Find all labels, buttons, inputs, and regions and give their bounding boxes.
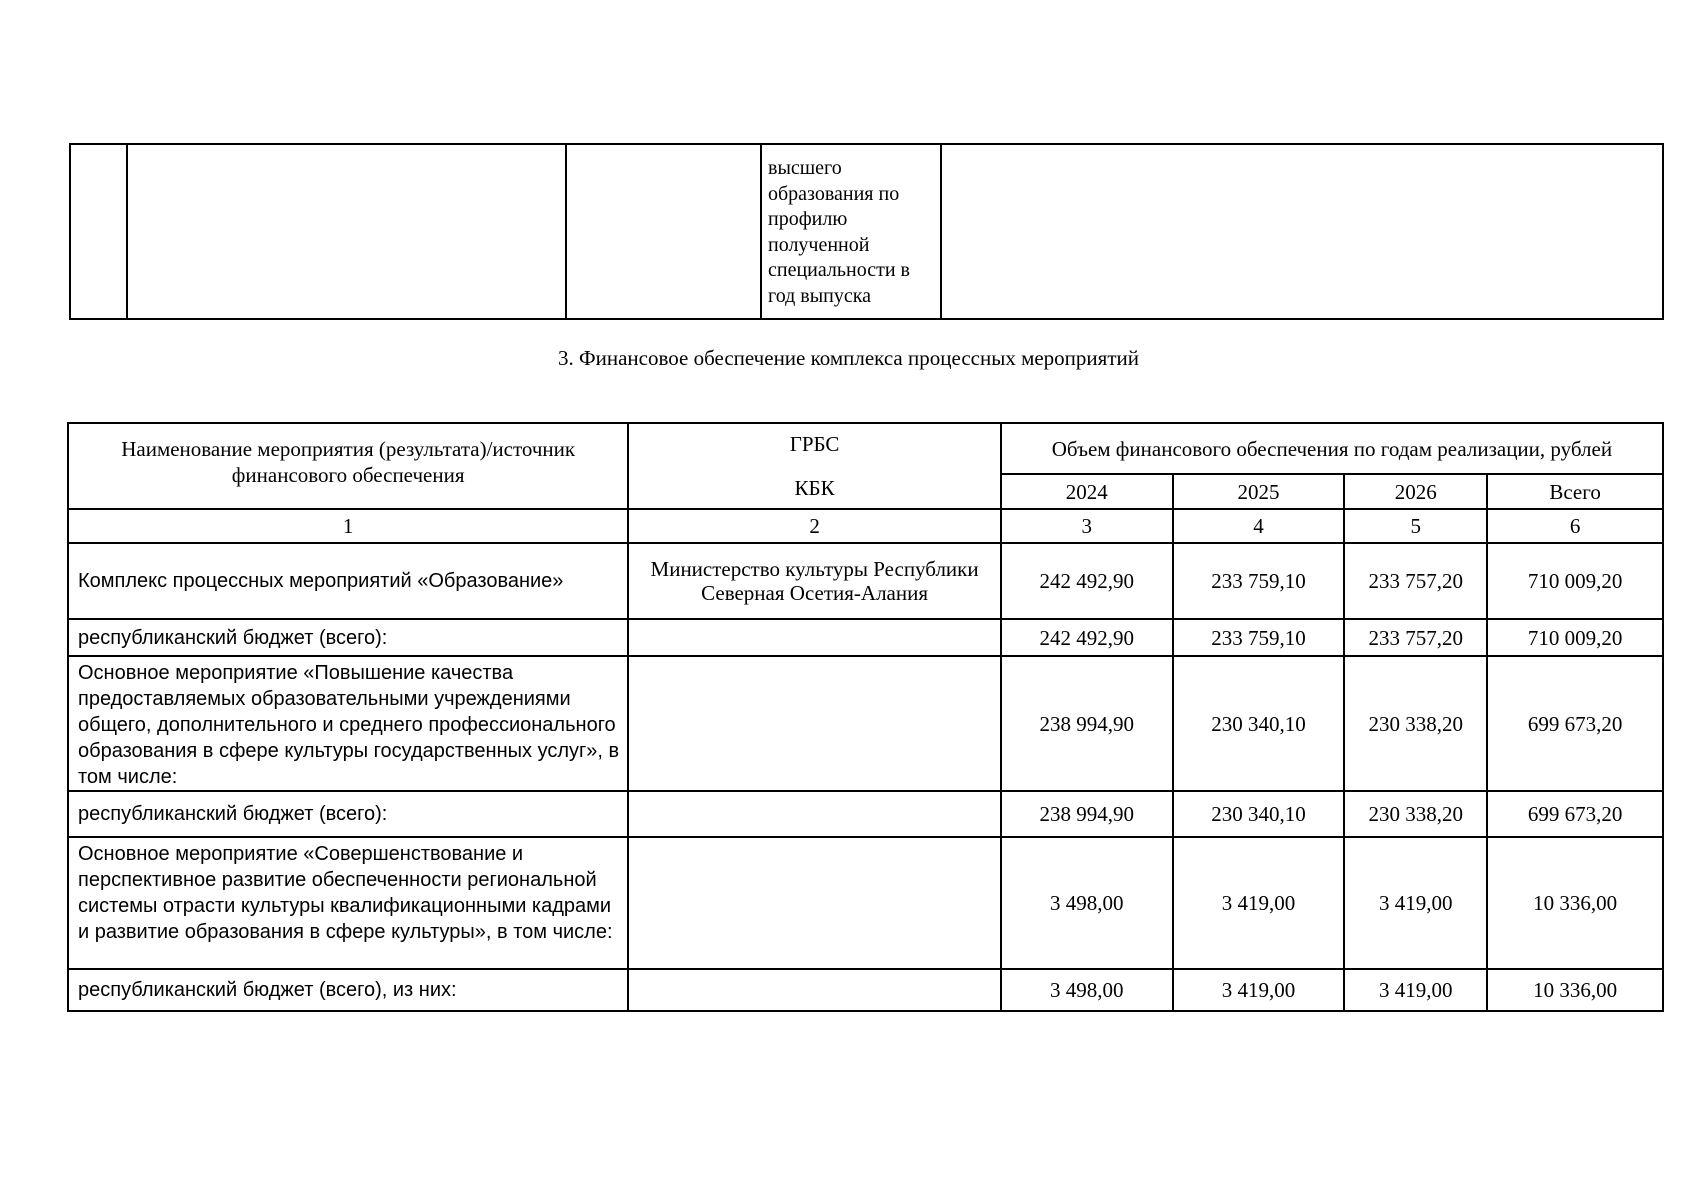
value-total: 10 336,00 [1487, 837, 1663, 969]
financial-table [67, 422, 1664, 1012]
value-2025: 3 419,00 [1173, 969, 1345, 1011]
grbs-cell [628, 969, 1001, 1011]
header-year-total: Всего [1487, 474, 1663, 509]
activity-name: Основное мероприятие «Совершенствование и перспективное развитие обеспеченности региональной системы отрасти культуры квалификационными кадрами и развитие образования в сфере культуры», в том числе: [68, 837, 628, 969]
value-2026: 230 338,20 [1344, 791, 1487, 837]
table-row [68, 543, 1663, 619]
value-2024: 242 492,90 [1001, 619, 1173, 656]
header-kbk: КБК [794, 476, 835, 500]
header-volume: Объем финансового обеспечения по годам реализации, рублей [1001, 423, 1663, 474]
value-2026: 233 757,20 [1344, 543, 1487, 619]
value-total: 699 673,20 [1487, 791, 1663, 837]
header-name-text: Наименование мероприятия (результата)/источник финансового обеспечения [121, 437, 576, 487]
column-number: 6 [1487, 509, 1663, 543]
header-year: 2026 [1344, 474, 1487, 509]
text-line: образования по [768, 182, 900, 205]
column-number: 2 [628, 509, 1001, 543]
table-cell [566, 144, 761, 319]
value-total: 710 009,20 [1487, 543, 1663, 619]
continuation-table [69, 143, 1664, 320]
grbs-cell [628, 619, 1001, 656]
table-row [68, 969, 1663, 1011]
text-line: год выпуска [768, 284, 872, 307]
value-2024: 3 498,00 [1001, 837, 1173, 969]
table-cell [70, 144, 127, 319]
header-grbs: ГРБС [789, 432, 840, 456]
value-total: 699 673,20 [1487, 656, 1663, 791]
table-row [70, 144, 1663, 319]
table-row [68, 791, 1663, 837]
table-row [68, 656, 1663, 791]
value-2024: 3 498,00 [1001, 969, 1173, 1011]
header-grbs-kbk [628, 423, 1001, 509]
value-2024: 238 994,90 [1001, 791, 1173, 837]
value-2026: 3 419,00 [1344, 837, 1487, 969]
value-2025: 233 759,10 [1173, 619, 1345, 656]
table-row [68, 619, 1663, 656]
activity-name: республиканский бюджет (всего): [68, 619, 628, 656]
activity-name: республиканский бюджет (всего): [68, 791, 628, 837]
text-line: полученной [768, 233, 870, 256]
header-year: 2024 [1001, 474, 1173, 509]
value-2024: 242 492,90 [1001, 543, 1173, 619]
grbs-cell [628, 656, 1001, 791]
cell-text [762, 145, 940, 309]
grbs-cell: Министерство культуры Республики Северная Осетия-Алания [628, 543, 1001, 619]
column-number: 5 [1344, 509, 1487, 543]
column-number: 4 [1173, 509, 1345, 543]
activity-name: Комплекс процессных мероприятий «Образование» [68, 543, 628, 619]
value-2025: 230 340,10 [1173, 656, 1345, 791]
header-row [68, 423, 1663, 474]
value-2025: 233 759,10 [1173, 543, 1345, 619]
value-2025: 3 419,00 [1173, 837, 1345, 969]
value-2024: 238 994,90 [1001, 656, 1173, 791]
text-line: специальности в [768, 259, 910, 281]
table-cell [761, 144, 941, 319]
value-2025: 230 340,10 [1173, 791, 1345, 837]
table-cell [941, 144, 1663, 319]
grbs-cell [628, 837, 1001, 969]
grbs-cell [628, 791, 1001, 837]
table-row [68, 837, 1663, 969]
value-2026: 3 419,00 [1344, 969, 1487, 1011]
value-total: 710 009,20 [1487, 619, 1663, 656]
column-number: 1 [68, 509, 628, 543]
column-number: 3 [1001, 509, 1173, 543]
section-title: 3. Финансовое обеспечение комплекса процессных мероприятий [558, 346, 1139, 370]
activity-name: республиканский бюджет (всего), из них: [68, 969, 628, 1011]
value-2026: 230 338,20 [1344, 656, 1487, 791]
column-number-row [68, 509, 1663, 543]
activity-name: Основное мероприятие «Повышение качества предоставляемых образовательными учреждениями общего, дополнительного и среднего профессионального образования в сфере культуры государственных услуг», в том числе: [68, 656, 628, 791]
text-line: высшего [768, 157, 842, 179]
text-line: профилю [768, 208, 848, 230]
table-cell [127, 144, 566, 319]
value-total: 10 336,00 [1487, 969, 1663, 1011]
header-name-col [68, 423, 628, 509]
header-year: 2025 [1173, 474, 1345, 509]
value-2026: 233 757,20 [1344, 619, 1487, 656]
